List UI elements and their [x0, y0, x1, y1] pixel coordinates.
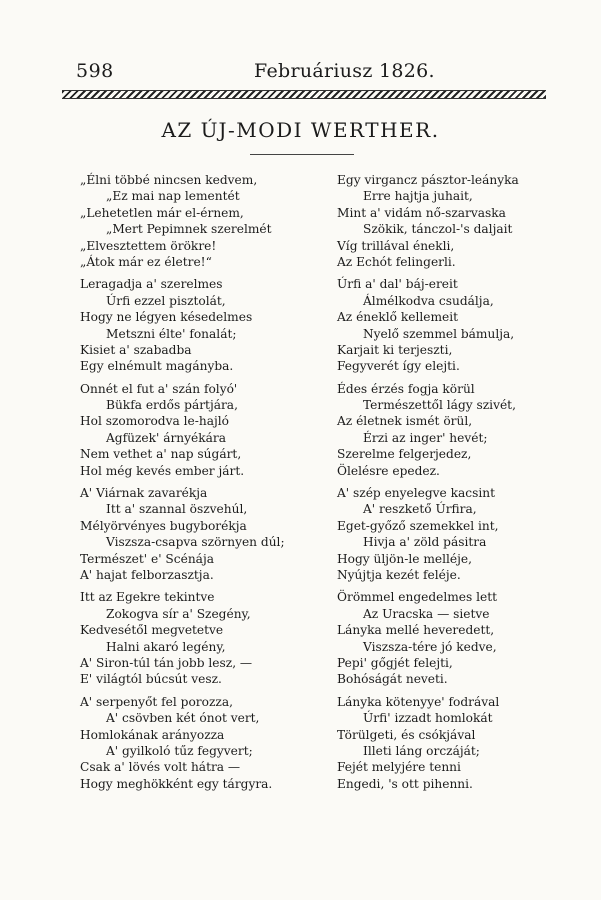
poem-line: A' gyilkoló tűz fegyvert; — [106, 743, 253, 758]
poem-line: Itt az Egekre tekintve — [80, 590, 215, 605]
poem-line: Kisiet a' szabadba — [80, 342, 192, 357]
poem-line: E' világtól búcsút vesz. — [80, 672, 222, 687]
poem-line: Törülgeti, és csókjával — [337, 727, 476, 742]
poem-line: Zokogva sír a' Szegény, — [106, 606, 251, 621]
poem-line: Hogy ne légyen késedelmes — [80, 310, 253, 325]
stanza — [337, 694, 577, 792]
poem-line: Hol még kevés ember járt. — [80, 463, 245, 478]
poem-line: Onnét el fut a' szán folyó' — [80, 381, 238, 396]
poem-line: Úrfi' izzadt homlokát — [363, 711, 493, 726]
poem-line: Az Uracska — sietve — [363, 606, 490, 621]
poem-line: Az éneklő kellemeit — [337, 310, 459, 325]
poem-line: „Élni többé nincsen kedvem, — [80, 173, 258, 187]
ornamental-rule — [62, 90, 546, 99]
poem-line: Természet' e' Scénája — [80, 551, 214, 566]
poem-line: Karjait ki terjeszti, — [337, 342, 453, 357]
stanza — [80, 276, 325, 374]
stanza — [337, 485, 577, 583]
title-rule — [250, 154, 354, 155]
poem-line: Illeti láng orczáját; — [363, 743, 480, 758]
poem-line: Pepi' gőgjét felejti, — [337, 655, 453, 670]
poem-line: Egy virgancz pásztor-leányka — [337, 173, 519, 187]
poem-line: Nem vethet a' nap súgárt, — [80, 447, 242, 462]
poem-line: „Mert Pepimnek szerelmét — [106, 222, 272, 237]
poem-line: Viszsza-csapva szörnyen dúl; — [106, 535, 285, 550]
stanza — [80, 172, 325, 270]
poem-line: A' szép enyelegve kacsint — [337, 486, 496, 501]
poem-line: „Ez mai nap lementét — [106, 189, 240, 204]
poem-line: Természettől lágy szivét, — [363, 398, 516, 413]
poem-line: Nyelő szemmel bámulja, — [363, 326, 515, 341]
poem-line: Az Echót felingerli. — [337, 254, 456, 269]
stanza — [80, 694, 325, 792]
poem-line: Lányka kötenyye' fodrával — [337, 694, 500, 709]
poem-line: Szerelme felgerjedez, — [337, 447, 472, 462]
stanza — [337, 276, 577, 374]
poem-line: Eget-győző szemekkel int, — [337, 518, 499, 533]
poem-line: Halni akaró legény, — [106, 639, 226, 654]
stanza — [337, 381, 577, 479]
poem-line: A' Siron-túl tán jobb lesz, — — [80, 655, 253, 670]
poem-line: A' reszkető Úrfira, — [363, 502, 477, 517]
poem-line: Erre hajtja juhait, — [363, 189, 473, 204]
poem-line: Álmélkodva csudálja, — [363, 293, 494, 308]
poem-line: Bükfa erdős pártjára, — [106, 398, 238, 413]
page-number: 598 — [76, 60, 114, 82]
poem-line: Szökik, tánczol-'s daljait — [363, 222, 513, 237]
poem-line: „Elvesztettem örökre! — [80, 238, 217, 253]
poem-line: Mélyörvényes bugyborékja — [80, 518, 247, 533]
poem-line: Bohóságát neveti. — [337, 672, 448, 687]
poem-line: Nyújtja kezét feléje. — [337, 567, 461, 582]
poem-line: Víg trillával énekli, — [337, 238, 455, 253]
poem-line: Leragadja a' szerelmes — [80, 277, 223, 292]
poem-line: Ölelésre epedez. — [337, 463, 440, 478]
poem-line: Fejét melyjére tenni — [337, 760, 461, 775]
poem-line: Viszsza-tére jó kedve, — [363, 639, 497, 654]
poem-line: A' csövben két ónot vert, — [106, 711, 260, 726]
poem-line: A' Viárnak zavarékja — [80, 486, 208, 501]
poem-line: Érzi az inger' hevét; — [363, 430, 488, 445]
poem-column-left — [80, 172, 325, 798]
poem-line: Kedvesétől megvetetve — [80, 623, 224, 638]
running-title: Februáriusz 1826. — [254, 60, 435, 82]
running-head — [76, 60, 526, 82]
poem-line: Itt a' szannal öszvehúl, — [106, 502, 248, 517]
poem-line: Úrfi ezzel pisztolát, — [106, 293, 226, 308]
stanza — [337, 589, 577, 687]
poem-line: Hogy meghökként egy tárgyra. — [80, 776, 273, 791]
poem-line: A' hajat felborzasztja. — [80, 567, 214, 582]
poem-line: Az életnek ismét örül, — [337, 414, 473, 429]
poem-line: Örömmel engedelmes lett — [337, 590, 498, 605]
poem-column-right — [337, 172, 577, 798]
poem-line: Agfüzek' árnyékára — [106, 430, 226, 445]
poem-line: Fegyverét így elejti. — [337, 359, 460, 374]
poem-line: Metszni élte' fonalát; — [106, 326, 237, 341]
poem-line: A' serpenyőt fel porozza, — [80, 694, 233, 709]
poem-line: „Lehetetlen már el-érnem, — [80, 205, 244, 220]
poem-line: Hogy üljön-le melléje, — [337, 551, 472, 566]
poem-line: Hivja a' zöld pásitra — [363, 535, 487, 550]
poem-line: Lányka mellé heveredett, — [337, 623, 495, 638]
stanza — [80, 589, 325, 687]
poem-line: Egy elnémult magányba. — [80, 359, 234, 374]
stanza — [80, 381, 325, 479]
stanza — [80, 485, 325, 583]
stanza — [337, 172, 577, 270]
poem-line: Hol szomorodva le-hajló — [80, 414, 229, 429]
poem-line: Mint a' vidám nő-szarvaska — [337, 205, 506, 220]
poem-line: Csak a' lövés volt hátra — — [80, 760, 241, 775]
poem-line: Úrfi a' dal' báj-ereit — [337, 277, 458, 292]
poem-title: AZ ÚJ-MODI WERTHER. — [161, 118, 440, 142]
poem-line: Engedi, 's ott pihenni. — [337, 776, 473, 791]
poem-line: „Átok már ez életre!“ — [80, 254, 212, 269]
poem-line: Édes érzés fogja körül — [337, 381, 475, 396]
poem-line: Homlokának arányozza — [80, 727, 225, 742]
